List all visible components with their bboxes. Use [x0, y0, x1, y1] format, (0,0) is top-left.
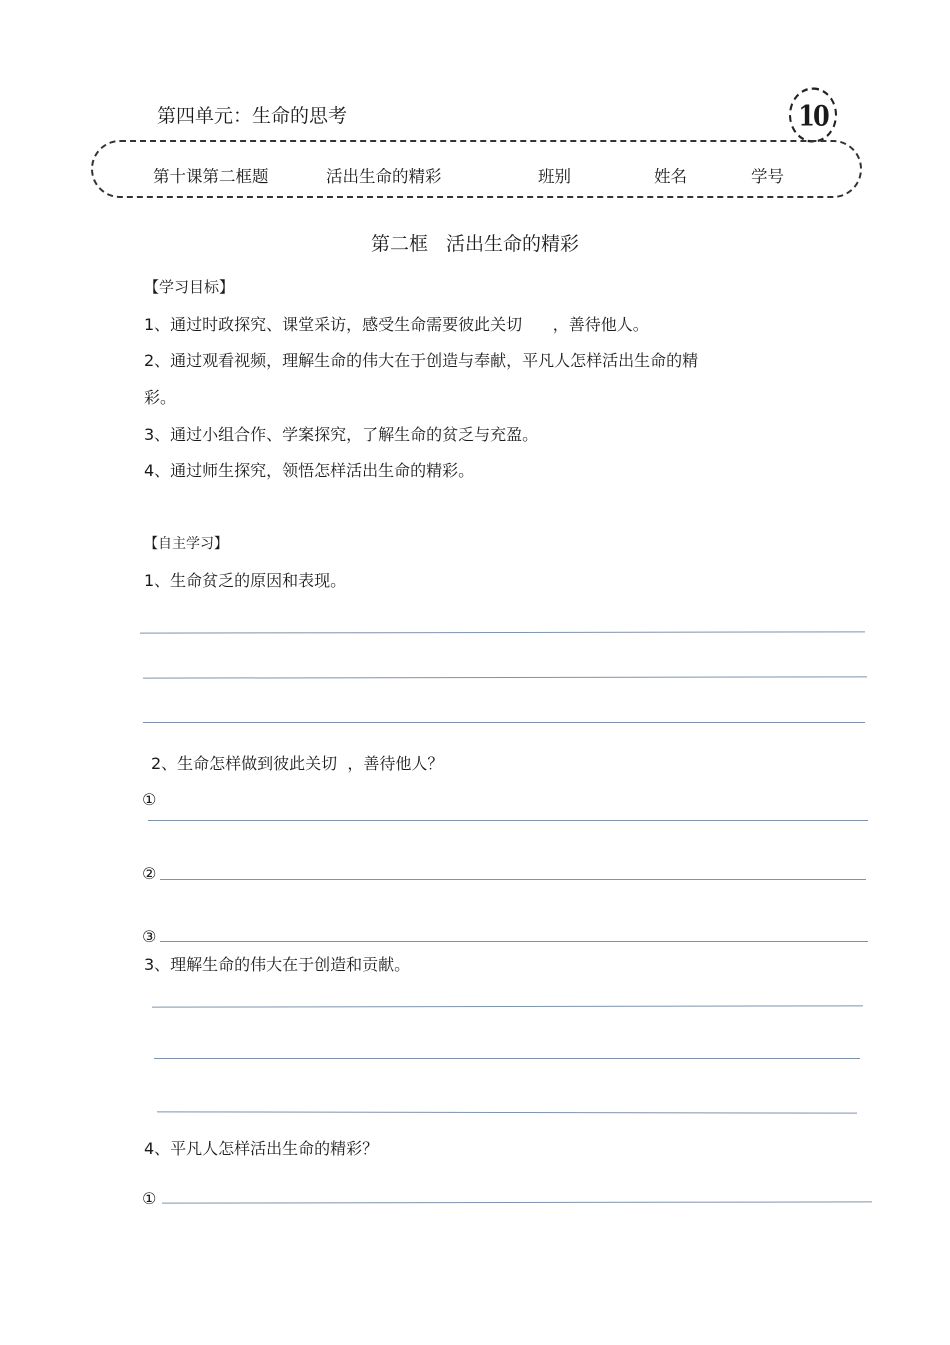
student-id-label: 学号 [751, 167, 784, 186]
objectives-heading: 【学习目标】 [144, 278, 235, 296]
answer-line[interactable] [143, 676, 867, 678]
answer-marker-1: ① [142, 790, 157, 809]
question-1: 1、生命贫乏的原因和表现。 [144, 571, 347, 590]
self-study-heading: 【自主学习】 [144, 536, 228, 552]
answer-line[interactable] [152, 1005, 863, 1007]
objective-item: 彩。 [144, 388, 177, 407]
answer-marker-2: ② [142, 864, 157, 883]
answer-marker-3: ③ [142, 927, 157, 946]
answer-line[interactable] [157, 1111, 857, 1113]
unit-title: 第四单元：生命的思考 [157, 105, 348, 127]
lesson-label: 第十课第二框题 [153, 167, 269, 186]
question-2: 2、生命怎样做到彼此关切 ，善待他人？ [151, 754, 444, 773]
answer-line[interactable] [140, 631, 865, 633]
answer-marker-1: ① [142, 1189, 157, 1208]
answer-line[interactable] [143, 722, 865, 723]
objective-item: 1、通过时政探究、课堂采访，感受生命需要彼此关切 ，善待他人。 [144, 315, 649, 334]
question-3: 3、理解生命的伟大在于创造和贡献。 [144, 955, 411, 974]
objective-item: 3、通过小组合作、学案探究，了解生命的贫乏与充盈。 [144, 425, 539, 444]
question-4: 4、平凡人怎样活出生命的精彩？ [144, 1139, 379, 1158]
objective-item: 2、通过观看视频，理解生命的伟大在于创造与奉献，平凡人怎样活出生命的精 [144, 351, 699, 370]
answer-line[interactable] [160, 879, 866, 880]
answer-line[interactable] [162, 1201, 872, 1203]
page-number-badge: 10 [789, 87, 837, 142]
name-label: 姓名 [654, 167, 687, 186]
answer-line[interactable] [154, 1058, 860, 1059]
objective-item: 4、通过师生探究，领悟怎样活出生命的精彩。 [144, 461, 475, 480]
topic-label: 活出生命的精彩 [326, 167, 442, 186]
answer-line[interactable] [160, 941, 868, 942]
main-title: 第二框 活出生命的精彩 [370, 233, 580, 255]
class-label: 班别 [538, 167, 571, 186]
answer-line[interactable] [148, 820, 868, 821]
